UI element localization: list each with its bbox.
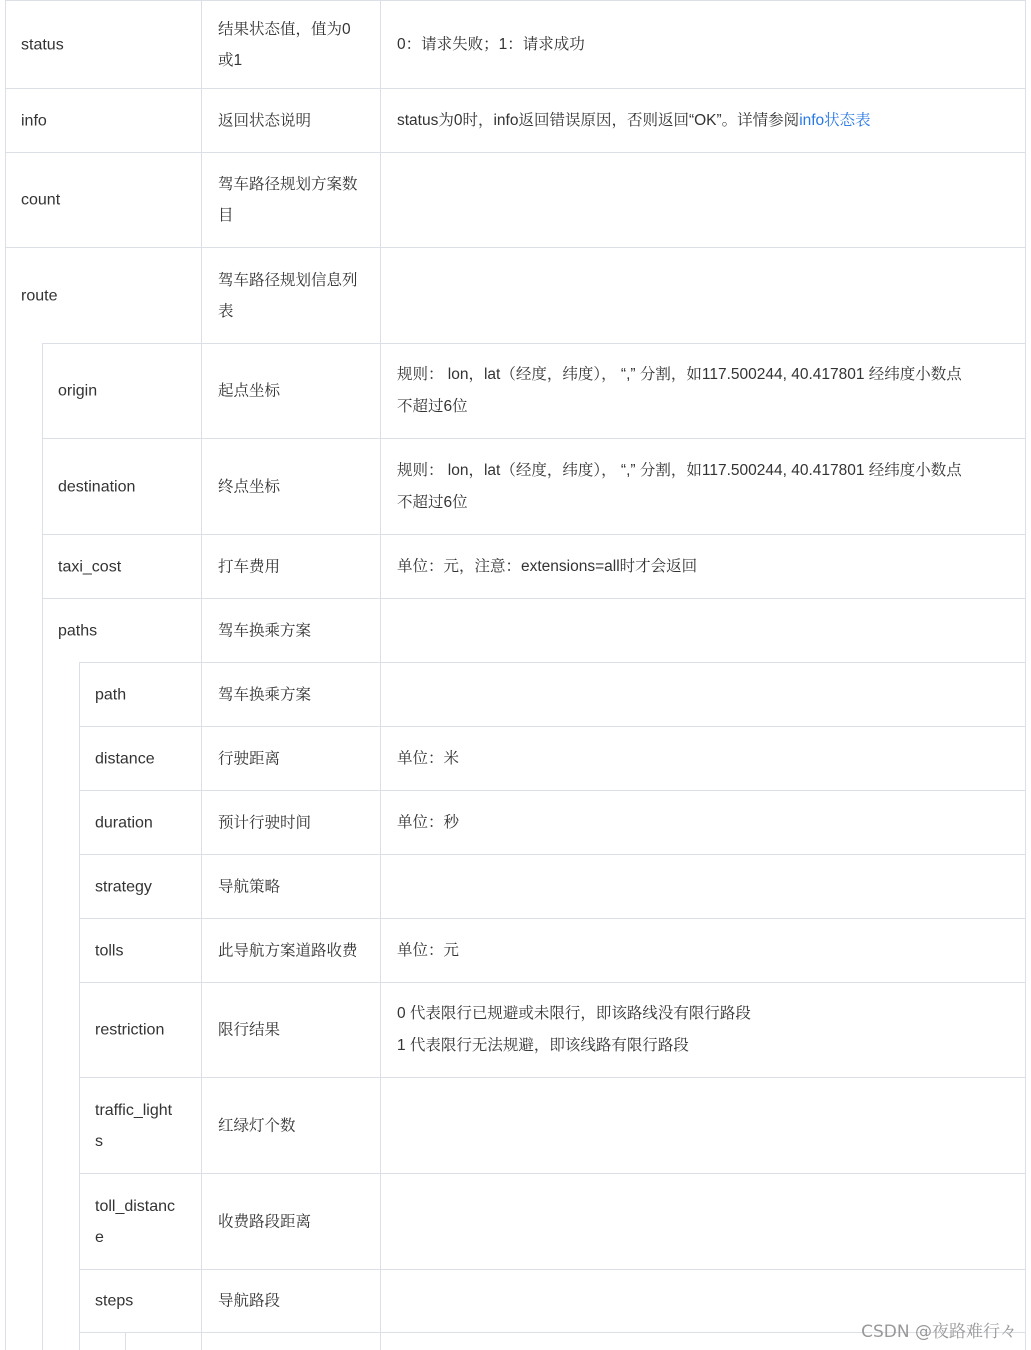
field-name: count <box>21 191 61 209</box>
field-name-cell <box>79 854 201 918</box>
field-name-cell <box>79 726 201 790</box>
field-name-cell <box>5 247 201 343</box>
field-note <box>397 359 1014 423</box>
field-name: duration <box>95 814 153 831</box>
field-name-cell <box>79 1332 201 1350</box>
field-name: steps <box>95 1292 134 1310</box>
field-desc-line: 表 <box>218 302 234 320</box>
field-note-line: 1 代表限行无法规避，即该线路有限行路段 <box>397 1037 689 1054</box>
field-name-cell <box>79 982 201 1077</box>
indent-guide <box>42 982 43 1077</box>
field-desc <box>218 935 368 966</box>
field-name: route <box>21 287 58 304</box>
field-note-cell <box>380 982 1026 1077</box>
table-row <box>5 982 1026 1077</box>
field-desc-line: 打车费用 <box>218 558 281 575</box>
field-name: paths <box>58 622 98 639</box>
field-note-line: 规则： lon，lat（经度，纬度）， “,” 分割，如117.500244, 40.417801 经纬度小数点 <box>397 366 962 383</box>
table-row <box>5 790 1026 854</box>
field-note-line: 不超过6位 <box>397 398 468 415</box>
field-note-cell <box>380 152 1026 247</box>
table-row <box>5 918 1026 982</box>
field-name-cell <box>79 662 201 726</box>
field-desc-line: 或1 <box>218 51 243 69</box>
field-note-cell <box>380 343 1026 438</box>
field-name-line: s <box>95 1132 103 1150</box>
field-name-cell <box>42 438 201 534</box>
field-desc <box>218 551 368 582</box>
field-name: tolls <box>95 942 124 959</box>
field-note-text: status为0时，info返回错误原因，否则返回“OK”。详情参阅 <box>397 111 800 129</box>
field-name: strategy <box>95 878 152 895</box>
field-note-cell <box>380 598 1026 662</box>
field-name: origin <box>58 382 98 400</box>
table-row <box>5 152 1026 247</box>
field-note <box>397 455 1014 519</box>
field-name-cell <box>42 598 201 662</box>
field-desc-line: 红绿灯个数 <box>218 1117 296 1134</box>
field-desc-line: 结果状态值，值为0 <box>218 20 351 38</box>
table-row <box>5 247 1026 343</box>
indent-guide <box>42 790 43 854</box>
field-note-cell <box>380 438 1026 534</box>
table-row <box>5 88 1026 152</box>
field-desc-line: 驾车路径规划方案数 <box>218 176 358 193</box>
field-name-cell <box>79 918 201 982</box>
info-status-table-link[interactable]: info状态表 <box>799 111 871 129</box>
table-row <box>5 1077 1026 1173</box>
field-name-cell <box>5 0 201 88</box>
field-desc-line: 起点坐标 <box>218 382 281 400</box>
table-row <box>5 343 1026 438</box>
field-name: info <box>21 112 47 129</box>
field-note <box>397 551 1014 583</box>
table-row <box>5 0 1026 88</box>
field-name-line: traffic_light <box>95 1101 173 1119</box>
field-desc-cell <box>201 1269 380 1332</box>
indent-guide <box>42 1173 43 1269</box>
field-desc <box>218 871 368 902</box>
table-row <box>5 534 1026 598</box>
field-note-cell <box>380 0 1026 88</box>
field-desc-line: 此导航方案道路收费 <box>218 942 358 959</box>
field-desc-line: 导航策略 <box>218 878 281 895</box>
field-desc-cell <box>201 662 380 726</box>
table-left-border <box>5 0 6 1350</box>
table-row <box>5 1173 1026 1269</box>
field-name-cell <box>79 790 201 854</box>
field-desc <box>218 471 368 502</box>
field-note-cell <box>380 247 1026 343</box>
field-note <box>397 105 1014 137</box>
field-note-cell <box>380 790 1026 854</box>
field-name-cell <box>42 343 201 438</box>
indent-guide <box>42 1332 43 1350</box>
field-note-cell <box>380 1077 1026 1173</box>
field-desc <box>218 743 368 774</box>
field-name-cell <box>79 1077 201 1173</box>
field-desc <box>218 169 368 231</box>
field-desc <box>218 14 368 76</box>
field-name-cell <box>5 152 201 247</box>
indent-guide <box>42 726 43 790</box>
field-desc-cell <box>201 982 380 1077</box>
field-note-line: 单位：秒 <box>397 813 460 831</box>
field-desc-cell <box>201 726 380 790</box>
field-note-cell <box>380 88 1026 152</box>
field-desc <box>218 615 368 646</box>
field-desc-cell <box>201 854 380 918</box>
table-row <box>5 662 1026 726</box>
field-name: restriction <box>95 1021 165 1039</box>
table-row <box>5 726 1026 790</box>
csdn-watermark: CSDN @夜路难行々 <box>861 1322 1017 1342</box>
field-note <box>397 935 1014 967</box>
field-note-line: 0：请求失败；1：请求成功 <box>397 35 585 53</box>
field-desc-cell <box>201 598 380 662</box>
field-desc-cell <box>201 343 380 438</box>
field-name: status <box>21 36 64 53</box>
field-name-cell <box>42 534 201 598</box>
field-desc-cell <box>201 1077 380 1173</box>
field-note-line: 0 代表限行已规避或未限行，即该路线没有限行路段 <box>397 1005 751 1022</box>
field-name-cell <box>79 1173 201 1269</box>
indent-guide <box>42 1077 43 1173</box>
field-desc-cell <box>201 1173 380 1269</box>
field-name: destination <box>58 478 136 495</box>
field-note-cell <box>380 726 1026 790</box>
field-desc-cell <box>201 0 380 88</box>
field-desc-cell <box>201 1332 380 1350</box>
field-desc-cell <box>201 534 380 598</box>
field-desc <box>218 265 368 327</box>
field-name-line: e <box>95 1228 104 1246</box>
field-note-cell <box>380 854 1026 918</box>
field-desc <box>218 1206 368 1237</box>
field-desc-line: 限行结果 <box>218 1021 281 1039</box>
indent-guide <box>42 662 43 726</box>
field-name-cell <box>5 88 201 152</box>
field-note-cell <box>380 918 1026 982</box>
field-note-cell <box>380 662 1026 726</box>
table-row <box>5 854 1026 918</box>
field-desc <box>218 376 368 407</box>
field-name-cell <box>79 1269 201 1332</box>
field-desc <box>218 1286 368 1317</box>
table-row <box>5 438 1026 534</box>
field-desc-line: 收费路段距离 <box>218 1213 312 1230</box>
field-desc-line: 驾车路径规划信息列 <box>218 271 358 289</box>
field-desc-cell <box>201 247 380 343</box>
field-desc-line: 目 <box>218 207 234 224</box>
field-desc-line: 驾车换乘方案 <box>218 686 312 703</box>
field-note <box>397 998 1014 1062</box>
field-note-cell <box>380 1173 1026 1269</box>
field-name <box>95 1191 189 1253</box>
field-desc-cell <box>201 918 380 982</box>
indent-guide <box>42 854 43 918</box>
field-desc-cell <box>201 88 380 152</box>
field-desc-line: 返回状态说明 <box>218 112 312 129</box>
field-name: distance <box>95 750 155 767</box>
field-name: taxi_cost <box>58 558 122 575</box>
field-name-line: toll_distanc <box>95 1197 176 1215</box>
field-desc-cell <box>201 438 380 534</box>
field-name: path <box>95 686 127 703</box>
field-desc-cell <box>201 790 380 854</box>
field-desc-line: 行驶距离 <box>218 750 281 767</box>
table-right-border <box>1025 0 1026 1350</box>
field-desc <box>218 105 368 136</box>
field-note-line: 规则： lon，lat（经度，纬度）， “,” 分割，如117.500244, 40.417801 经纬度小数点 <box>397 461 962 479</box>
field-desc-cell <box>201 152 380 247</box>
table-row <box>5 598 1026 662</box>
field-note-line: 单位：米 <box>397 749 460 767</box>
field-name <box>95 1095 189 1157</box>
indent-guide <box>42 1269 43 1332</box>
field-note-line: 单位：元，注意：extensions=all时才会返回 <box>397 557 698 575</box>
field-note <box>397 743 1014 775</box>
field-note-line: 单位：元 <box>397 941 460 959</box>
field-note <box>397 29 1014 61</box>
field-note <box>397 807 1014 839</box>
field-desc <box>218 807 368 838</box>
field-desc-line: 终点坐标 <box>218 478 281 495</box>
indent-guide <box>42 918 43 982</box>
field-note-line: 不超过6位 <box>397 493 468 511</box>
field-desc-line: 预计行驶时间 <box>218 814 312 831</box>
field-note-cell <box>380 534 1026 598</box>
field-desc-line: 驾车换乘方案 <box>218 622 312 639</box>
field-desc-line: 导航路段 <box>218 1292 281 1310</box>
field-desc <box>218 1110 368 1141</box>
field-desc <box>218 1015 368 1046</box>
field-desc <box>218 679 368 710</box>
